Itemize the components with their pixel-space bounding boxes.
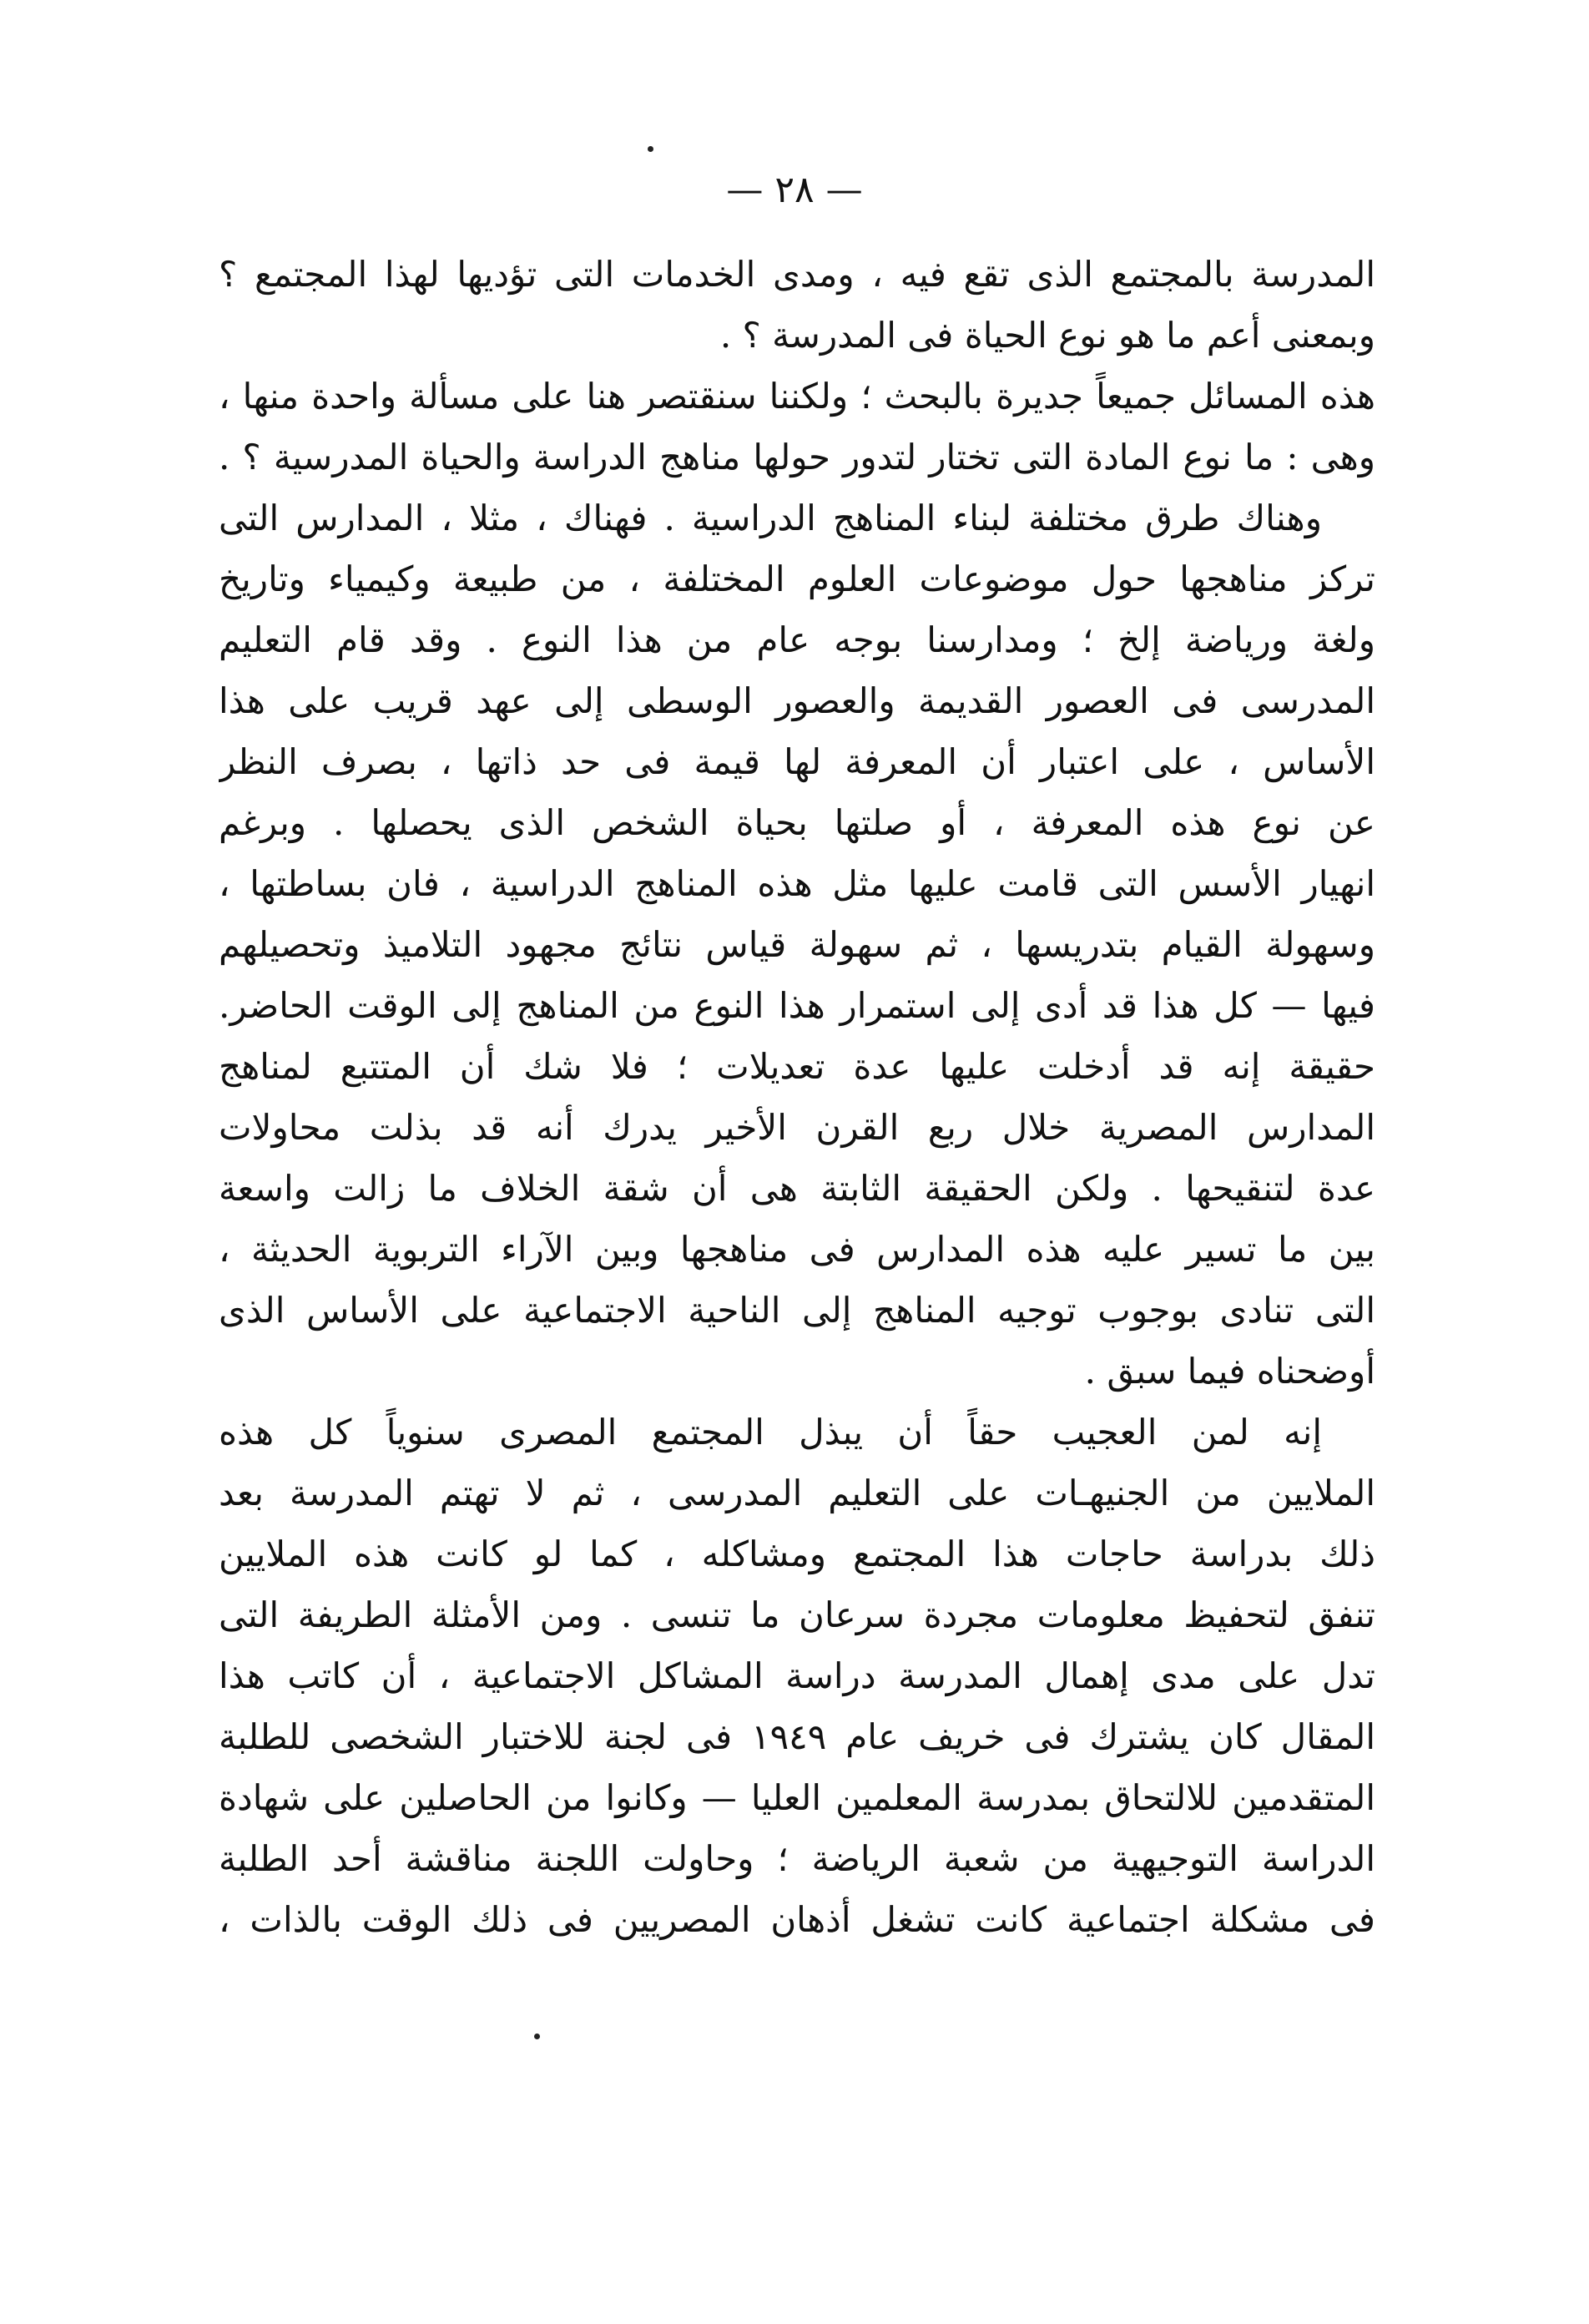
text-line: عن نوع هذه المعرفة ، أو صلتها بحياة الشخص الذى يحصلها . وبرغم bbox=[219, 802, 1375, 843]
text-line: التى تنادى بوجوب توجيه المناهج إلى الناحية الاجتماعية على الأساس الذى bbox=[219, 1290, 1375, 1331]
text-line: حقيقة إنه قد أدخلت عليها عدة تعديلات ؛ فلا شك أن المتتبع لمناهج bbox=[219, 1046, 1375, 1087]
paragraph-start-line: وهناك طرق مختلفة لبناء المناهج الدراسية . فهناك ، مثلا ، المدارس التى bbox=[219, 498, 1322, 538]
text-line: فى مشكلة اجتماعية كانت تشغل أذهان المصريين فى ذلك الوقت بالذات ، bbox=[219, 1899, 1375, 1940]
text-line: تنفق لتحفيظ معلومات مجردة سرعان ما تنسى . ومن الأمثلة الطريفة التى bbox=[219, 1594, 1375, 1635]
text-line: ولغة ورياضة إلخ ؛ ومدارسنا بوجه عام من هذا النوع . وقد قام التعليم bbox=[219, 619, 1375, 660]
text-line: وسهولة القيام بتدريسها ، ثم سهولة قياس نتائج مجهود التلاميذ وتحصيلهم bbox=[219, 924, 1375, 965]
ink-speck-bottom bbox=[534, 2034, 540, 2039]
text-line: وهى : ما نوع المادة التى تختار لتدور حولها مناهج الدراسة والحياة المدرسية ؟ . bbox=[219, 437, 1375, 477]
text-line: بين ما تسير عليه هذه المدارس فى مناهجها وبين الآراء التربوية الحديثة ، bbox=[219, 1229, 1375, 1270]
text-line: المدرسة بالمجتمع الذى تقع فيه ، ومدى الخدمات التى تؤديها لهذا المجتمع ؟ bbox=[219, 254, 1375, 295]
text-line: تركز مناهجها حول موضوعات العلوم المختلفة ، من طبيعة وكيمياء وتاريخ bbox=[219, 558, 1375, 599]
text-line: أوضحناه فيما سبق . bbox=[1084, 1351, 1375, 1392]
page-number: — ٢٨ — bbox=[726, 169, 863, 211]
text-line: وبمعنى أعم ما هو نوع الحياة فى المدرسة ؟ . bbox=[719, 315, 1375, 356]
text-line: الأساس ، على اعتبار أن المعرفة لها قيمة فى حد ذاتها ، بصرف النظر bbox=[219, 741, 1375, 782]
text-line: ذلك بدراسة حاجات هذا المجتمع ومشاكله ، كما لو كانت هذه الملايين bbox=[219, 1533, 1375, 1574]
text-line: المقال كان يشترك فى خريف عام ١٩٤٩ فى لجنة للاختبار الشخصى للطلبة bbox=[219, 1716, 1375, 1757]
body-text bbox=[219, 244, 1375, 1950]
text-line: المدارس المصرية خلال ربع القرن الأخير يدرك أنه قد بذلت محاولات bbox=[219, 1107, 1375, 1148]
ink-speck-top bbox=[648, 146, 653, 152]
text-line: فيها — كل هذا قد أدى إلى استمرار هذا النوع من المناهج إلى الوقت الحاضر. bbox=[219, 985, 1375, 1026]
text-line: انهيار الأسس التى قامت عليها مثل هذه المناهج الدراسية ، فان بساطتها ، bbox=[219, 863, 1375, 904]
text-line: هذه المسائل جميعاً جديرة بالبحث ؛ ولكننا سنقتصر هنا على مسألة واحدة منها ، bbox=[219, 376, 1375, 417]
text-line: المتقدمين للالتحاق بمدرسة المعلمين العليا — وكانوا من الحاصلين على شهادة bbox=[219, 1777, 1375, 1818]
text-line: تدل على مدى إهمال المدرسة دراسة المشاكل الاجتماعية ، أن كاتب هذا bbox=[219, 1655, 1375, 1696]
text-line: الملايين من الجنيهـات على التعليم المدرسى ، ثم لا تهتم المدرسة بعد bbox=[219, 1473, 1375, 1513]
text-line: المدرسى فى العصور القديمة والعصور الوسطى إلى عهد قريب على هذا bbox=[219, 680, 1375, 721]
text-line: عدة لتنقيحها . ولكن الحقيقة الثابتة هى أن شقة الخلاف ما زالت واسعة bbox=[219, 1168, 1375, 1209]
text-line: الدراسة التوجيهية من شعبة الرياضة ؛ وحاولت اللجنة مناقشة أحد الطلبة bbox=[219, 1838, 1375, 1879]
paragraph-start-line: إنه لمن العجيب حقاً أن يبذل المجتمع المصرى سنوياً كل هذه bbox=[219, 1412, 1322, 1452]
